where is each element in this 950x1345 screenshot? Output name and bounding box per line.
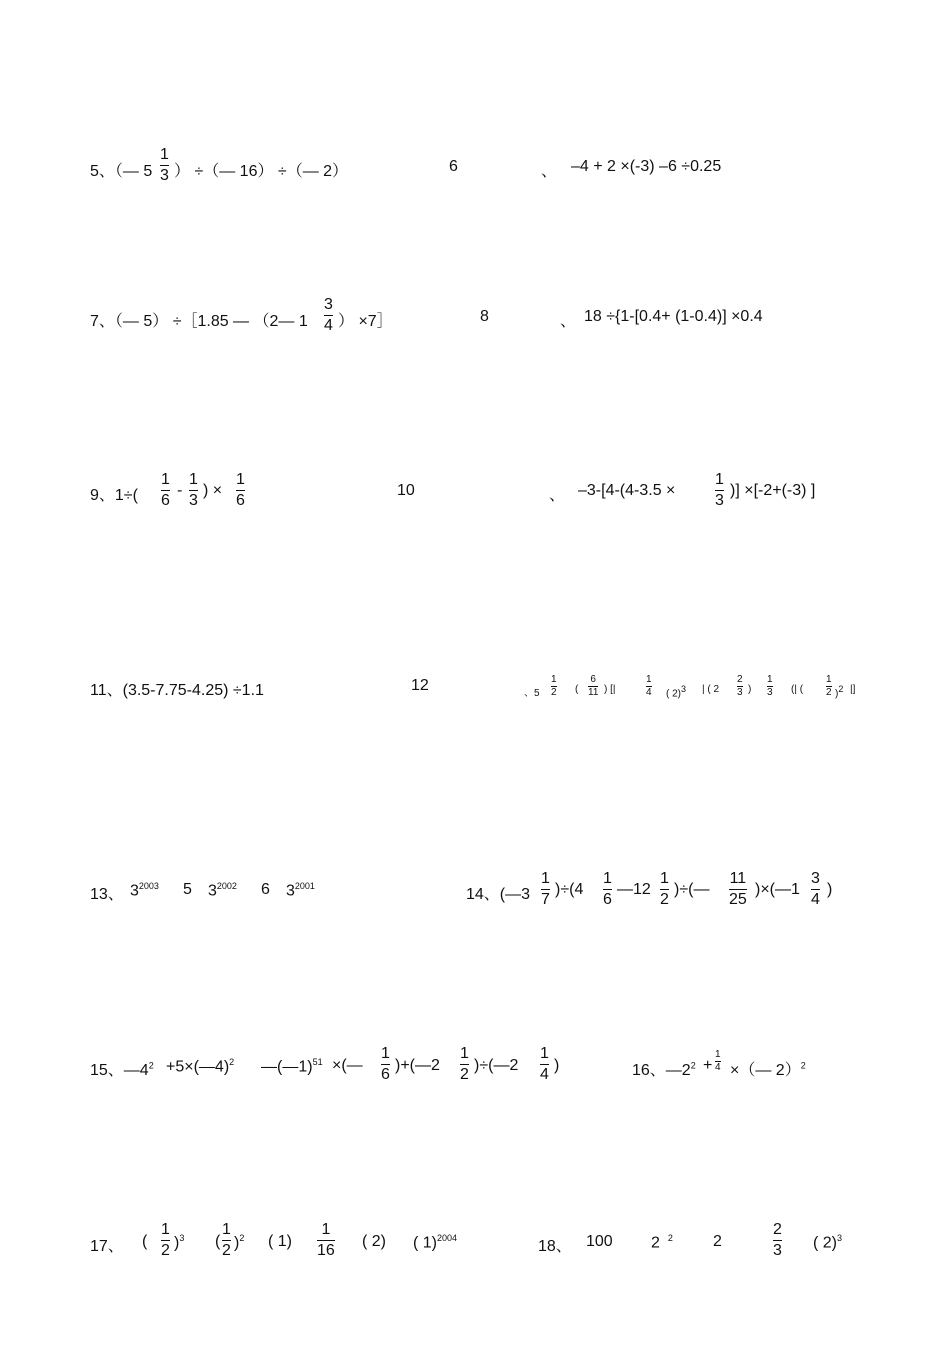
problem-14-m2: —12 <box>617 881 651 898</box>
problem-12-c: ) [| <box>604 684 616 695</box>
problem-17-fraction-3: 1 16 <box>317 1221 335 1259</box>
problem-7-fraction: 3 4 <box>324 296 333 334</box>
problem-18-a: 100 <box>586 1233 613 1250</box>
problem-12-h: )2 <box>835 684 844 700</box>
problem-9-mid: ) × <box>203 482 223 499</box>
problem-9-fraction-2: 1 3 <box>189 471 198 509</box>
problem-12-i: |] <box>850 684 856 695</box>
problem-17-fraction-1: 1 2 <box>161 1221 170 1259</box>
problem-14-end: ) <box>827 881 833 898</box>
problem-10-expression-a: –3-[4-(4-3.5 × <box>578 482 676 499</box>
problem-18-b: 2 $^2$ <box>651 1233 673 1252</box>
problem-14-fraction-4: 11 25 <box>729 870 747 908</box>
problem-14-m1: )÷(4 <box>555 881 584 898</box>
problem-8-expression: 18 ÷{1-[0.4+ (1-0.4)] ×0.4 <box>584 308 763 325</box>
problem-16-c: ×（— 2）$^2$ <box>730 1060 806 1079</box>
problem-17-number: 17、 <box>90 1238 124 1255</box>
problem-15-f: )÷(—2 <box>474 1057 519 1074</box>
problem-13-term-e: $3^{2001}$ <box>286 881 315 900</box>
problem-14-fraction-5: 3 4 <box>811 870 820 908</box>
problem-8-separator: 、 <box>560 313 577 330</box>
problem-16-a: 16、$—2^2$ <box>632 1060 696 1079</box>
problem-17-fraction-2: 1 2 <box>222 1221 231 1259</box>
problem-13-coef-b: 5 <box>183 881 192 898</box>
problem-15-b: +5×(—4)$^2$ <box>166 1057 235 1076</box>
problem-15-g: ) <box>554 1057 560 1074</box>
problem-16-b: + <box>703 1057 713 1074</box>
problem-5-rest: ） ÷（— 16） ÷（— 2） <box>174 163 349 180</box>
problem-17-a-close: )$^3$ <box>174 1233 185 1252</box>
problem-13-term-a: $3^{2003}$ <box>130 881 159 900</box>
problem-9-minus: - <box>177 482 183 499</box>
problem-15-fraction-2: 1 2 <box>460 1045 469 1083</box>
problem-18-number: 18、 <box>538 1238 572 1255</box>
problem-9-fraction-3: 1 6 <box>236 471 245 509</box>
problem-6-separator: 、 <box>541 163 558 180</box>
problem-18-fraction: 2 3 <box>773 1221 782 1259</box>
problem-6-number: 6 <box>449 158 458 175</box>
problem-10-expression-b: )] ×[-2+(-3) ] <box>730 482 816 499</box>
problem-17-b-open: ( <box>215 1233 221 1250</box>
problem-17-b-close: )$^2$ <box>234 1233 245 1252</box>
problem-12-g: (| ( <box>791 684 804 695</box>
problem-10-number: 10 <box>397 482 415 499</box>
problem-15-d: ×(— <box>332 1057 363 1074</box>
problem-12-fraction-5: 1 3 <box>767 674 773 698</box>
problem-18-c: 2 <box>713 1233 722 1250</box>
problem-12-fraction-1: 1 2 <box>551 674 557 698</box>
problem-16-fraction: 1 4 <box>715 1049 721 1073</box>
problem-17-a-open: ( <box>142 1233 148 1250</box>
problem-8-number: 8 <box>480 308 489 325</box>
problem-15-fraction-1: 1 6 <box>381 1045 390 1083</box>
problem-12-b: ( <box>575 684 579 695</box>
problem-9-start: 9、1÷( <box>90 487 138 504</box>
problem-13-coef-d: 6 <box>261 881 270 898</box>
problem-18-d: ( 2)$^3$ <box>813 1233 843 1252</box>
problem-9-fraction-1: 1 6 <box>161 471 170 509</box>
problem-14-fraction-3: 1 2 <box>660 870 669 908</box>
problem-17-e: ( 1)$^{2004}$ <box>413 1233 458 1252</box>
problem-17-c: ( 1) <box>268 1233 292 1250</box>
problem-17-d: ( 2) <box>362 1233 386 1250</box>
problem-7-start: 7、（— 5） ÷［1.85 — （2— 1 <box>90 313 308 330</box>
problem-13-term-c: $3^{2002}$ <box>208 881 237 900</box>
problem-12-d: ( 2)3 <box>666 684 687 700</box>
problem-14-fraction-1: 1 7 <box>541 870 550 908</box>
problem-12-e: | ( 2 <box>702 684 720 695</box>
problem-14-fraction-2: 1 6 <box>603 870 612 908</box>
problem-14-m3: )÷(— <box>674 881 710 898</box>
problem-15-a: 15、$—4^2$ <box>90 1060 154 1079</box>
problem-14-m4: )×(—1 <box>755 881 800 898</box>
problem-15-fraction-3: 1 4 <box>540 1045 549 1083</box>
problem-5-start: 5、（— 5 <box>90 163 153 180</box>
problem-7-end: ） ×7］ <box>338 313 393 330</box>
problem-12-fraction-6: 1 2 <box>826 674 832 698</box>
problem-5-fraction: 1 3 <box>160 146 169 184</box>
problem-12-f: ) <box>748 684 752 695</box>
problem-12-fraction-4: 2 3 <box>737 674 743 698</box>
problem-15-c: —(—1)$^{51}$ <box>261 1057 323 1076</box>
problem-12-fraction-2: 6 11 <box>588 674 599 698</box>
problem-12-a: 、5 <box>524 688 540 699</box>
problem-15-e: )+(—2 <box>395 1057 440 1074</box>
problem-6-expression: –4 + 2 ×(-3) –6 ÷0.25 <box>571 158 722 175</box>
problem-10-separator: 、 <box>549 487 566 504</box>
problem-12-fraction-3: 1 4 <box>646 674 652 698</box>
problem-13-number: 13、 <box>90 886 124 903</box>
problem-14-start: 14、(—3 <box>466 886 531 903</box>
problem-12-number: 12 <box>411 677 429 694</box>
problem-11-expression: 11、(3.5-7.75-4.25) ÷1.1 <box>90 682 264 699</box>
problem-10-fraction: 1 3 <box>715 471 724 509</box>
